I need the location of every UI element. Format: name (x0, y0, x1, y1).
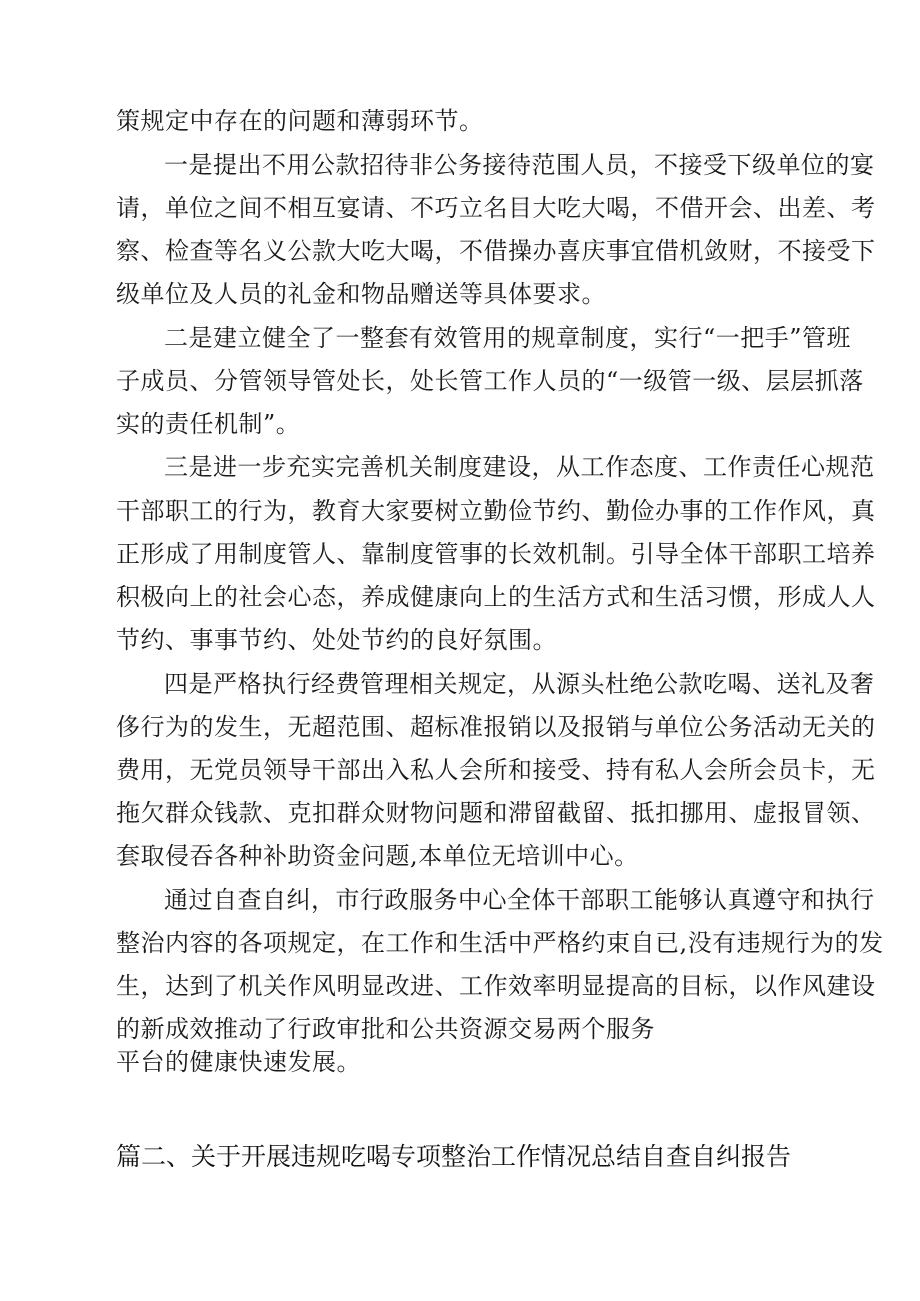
text-line: 策规定中存在的问题和薄弱环节。 (116, 107, 484, 135)
text-line: 实的责任机制”。 (116, 410, 301, 438)
text-line: 四是严格执行经费管理相关规定，从源头杜绝公款吃喝、送礼及奢 (164, 670, 875, 698)
text-line: 的新成效推动了行政审批和公共资源交易两个服务 (116, 1015, 655, 1043)
text-line: 费用，无党员领导干部出入私人会所和接受、持有私人会所会员卡，无 (116, 756, 876, 784)
text-line: 请，单位之间不相互宴请、不巧立名目大吃大喝，不借开会、出差、考 (116, 194, 876, 222)
text-line: 整治内容的各项规定，在工作和生活中严格约束自已,没有违规行为的发 (116, 929, 884, 957)
text-line: 积极向上的社会心态，养成健康向上的生活方式和生活习惯，形成人人 (116, 583, 876, 611)
text-line: 通过自查自纠，市行政服务中心全体干部职工能够认真遵守和执行 (164, 886, 875, 914)
text-line: 一是提出不用公款招待非公务接待范围人员，不接受下级单位的宴 (164, 151, 875, 179)
text-line: 干部职工的行为，教育大家要树立勤俭节约、勤俭办事的工作作风，真 (116, 497, 876, 525)
section-heading: 篇二、关于开展违规吃喝专项整治工作情况总结自查自纠报告 (116, 1142, 792, 1171)
text-line: 节约、事事节约、处处节约的良好氛围。 (116, 626, 557, 654)
text-line: 生，达到了机关作风明显改进、工作效率明显提高的目标，以作风建设 (116, 972, 876, 1000)
text-line: 正形成了用制度管人、靠制度管事的长效机制。引导全体干部职工培养 (116, 540, 876, 568)
text-line: 级单位及人员的礼金和物品赠送等具体要求。 (116, 280, 606, 308)
text-line: 子成员、分管领导管处长，处长管工作人员的“一级管一级、层层抓落 (116, 367, 864, 395)
text-line: 三是进一步充实完善机关制度建设，从工作态度、工作责任心规范 (164, 453, 875, 481)
text-line: 察、检查等名义公款大吃大喝，不借操办喜庆事宜借机敛财，不接受下 (116, 237, 876, 265)
text-line: 侈行为的发生，无超范围、超标准报销以及报销与单位公务活动无关的 (116, 713, 876, 741)
text-line: 拖欠群众钱款、克扣群众财物问题和滞留截留、抵扣挪用、虚报冒领、 (116, 799, 876, 827)
text-line: 套取侵吞各种补助资金问题,本单位无培训中心。 (116, 842, 639, 870)
text-line: 平台的健康快速发展。 (116, 1048, 361, 1076)
text-line: 二是建立健全了一整套有效管用的规章制度，实行“一把手”管班 (164, 324, 852, 352)
